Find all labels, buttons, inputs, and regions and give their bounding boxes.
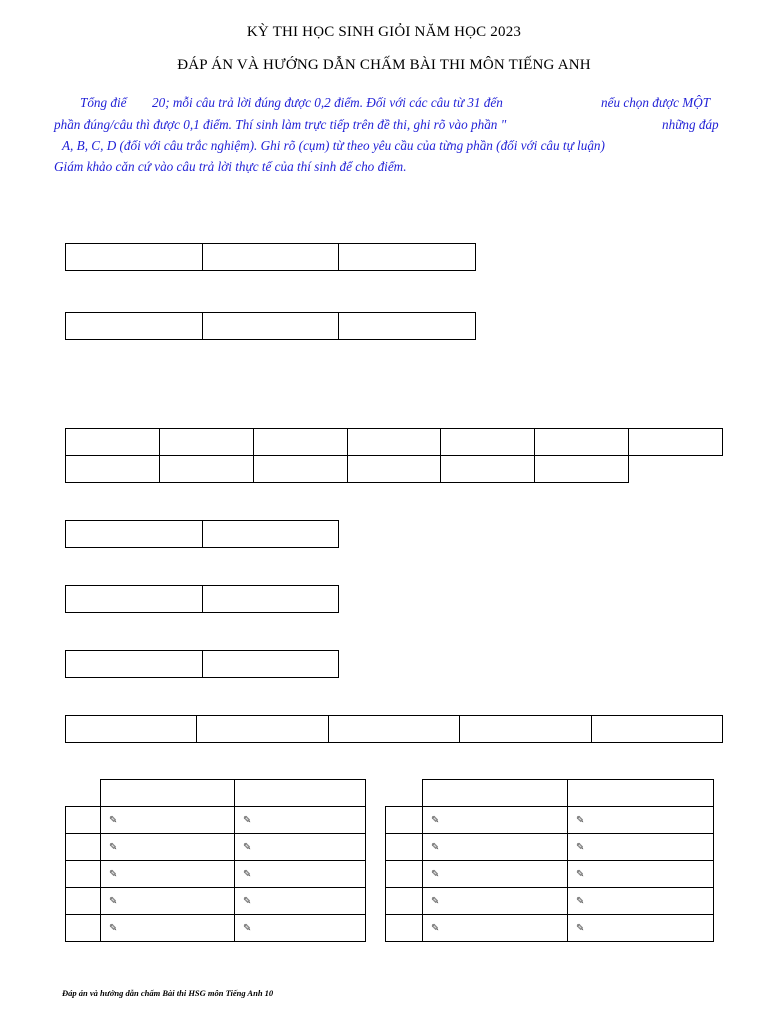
answer-table-3 [65,428,723,483]
answer-cell[interactable] [101,780,235,807]
answer-cell[interactable] [159,429,253,456]
answer-cell[interactable] [339,313,476,340]
instruction-line-2a: phần đúng/câu thì được 0,1 điểm. Thí sinh làm trực tiếp trên đề thi, ghi rõ vào phần " [54,117,507,132]
row-number-cell [386,861,423,888]
instruction-line-3: A, B, C, D (đối với câu trắc nghiệm). Ghi rõ (cụm) từ theo yêu cầu của từng phần (đối với câu tự luận) [62,138,605,153]
empty-cell [386,780,423,807]
answer-table-8-left [65,779,366,942]
pencil-icon: ✎ [101,834,235,861]
row-number-cell [66,861,101,888]
pencil-icon: ✎ [235,888,366,915]
row-number-cell [66,888,101,915]
answer-cell[interactable] [66,456,160,483]
pencil-icon: ✎ [235,915,366,942]
answer-cell[interactable] [202,521,339,548]
row-number-cell [386,834,423,861]
answer-table-7 [65,715,723,743]
answer-cell[interactable] [460,716,591,743]
answer-cell[interactable] [235,780,366,807]
pencil-icon: ✎ [101,915,235,942]
answer-key-title: ĐÁP ÁN VÀ HƯỚNG DẪN CHẤM BÀI THI MÔN TIẾNG ANH [177,57,591,73]
pencil-icon: ✎ [568,888,714,915]
pencil-icon: ✎ [423,834,568,861]
answer-table-5 [65,585,339,613]
answer-cell[interactable] [591,716,722,743]
pencil-icon: ✎ [423,915,568,942]
answer-cell[interactable] [197,716,328,743]
page-footer: Đáp án và hướng dẫn chấm Bài thi HSG môn Tiếng Anh 10 [62,988,274,998]
answer-cell[interactable] [66,429,160,456]
answer-table-4 [65,520,339,548]
row-number-cell [386,888,423,915]
empty-cell [629,456,723,483]
answer-cell[interactable] [441,456,535,483]
pencil-icon: ✎ [235,834,366,861]
answer-table-1 [65,243,476,271]
answer-cell[interactable] [347,456,441,483]
answer-cell[interactable] [159,456,253,483]
pencil-icon: ✎ [101,861,235,888]
answer-cell[interactable] [535,456,629,483]
answer-table-6 [65,650,339,678]
answer-cell[interactable] [423,780,568,807]
instruction-line-2b: những đáp [662,117,719,132]
answer-cell[interactable] [66,586,203,613]
pencil-icon: ✎ [101,888,235,915]
pencil-icon: ✎ [568,807,714,834]
answer-cell[interactable] [253,456,347,483]
answer-cell[interactable] [202,651,339,678]
answer-cell[interactable] [441,429,535,456]
answer-cell[interactable] [347,429,441,456]
answer-cell[interactable] [66,313,203,340]
answer-cell[interactable] [66,716,197,743]
answer-cell[interactable] [202,313,339,340]
pencil-icon: ✎ [235,861,366,888]
answer-cell[interactable] [66,651,203,678]
answer-cell[interactable] [568,780,714,807]
pencil-icon: ✎ [423,888,568,915]
row-number-cell [66,807,101,834]
instruction-line-1a: Tổng điể [80,95,127,110]
answer-cell[interactable] [253,429,347,456]
instruction-line-4: Giám khảo căn cứ vào câu trả lời thực tế của thí sinh để cho điểm. [54,159,407,174]
exam-title: KỲ THI HỌC SINH GIỎI NĂM HỌC 2023 [246,24,522,40]
pencil-icon: ✎ [568,861,714,888]
instruction-line-1b: 20; mỗi câu trả lời đúng được 0,2 điểm. Đối với các câu từ 31 đến [152,95,503,110]
pencil-icon: ✎ [235,807,366,834]
pencil-icon: ✎ [101,807,235,834]
answer-cell[interactable] [202,586,339,613]
answer-cell[interactable] [202,244,339,271]
row-number-cell [386,915,423,942]
empty-cell [66,780,101,807]
row-number-cell [66,915,101,942]
answer-table-8-right [385,779,714,942]
answer-cell[interactable] [66,521,203,548]
answer-cell[interactable] [66,244,203,271]
answer-cell[interactable] [339,244,476,271]
pencil-icon: ✎ [423,861,568,888]
instruction-line-1c: nếu chọn được MỘT [601,95,711,110]
row-number-cell [386,807,423,834]
answer-cell[interactable] [535,429,629,456]
pencil-icon: ✎ [568,834,714,861]
pencil-icon: ✎ [423,807,568,834]
pencil-icon: ✎ [568,915,714,942]
answer-cell[interactable] [328,716,459,743]
answer-table-2 [65,312,476,340]
row-number-cell [66,834,101,861]
answer-cell[interactable] [629,429,723,456]
